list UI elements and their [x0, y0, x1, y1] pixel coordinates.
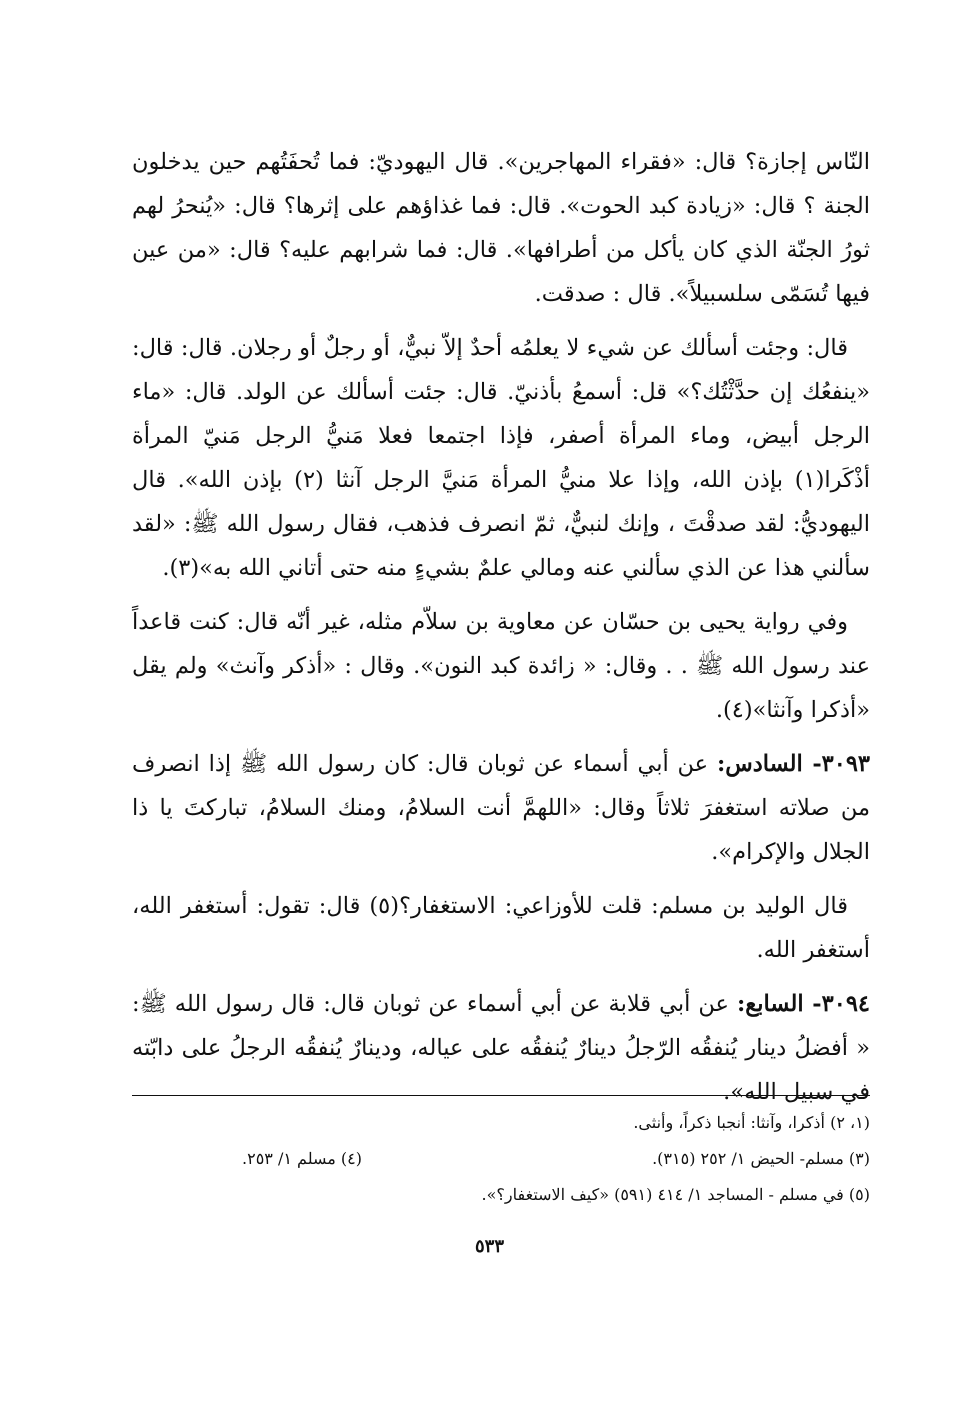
footnote-row-3-4 — [132, 1141, 870, 1177]
paragraph-5: قال الوليد بن مسلم: قلت للأوزاعي: الاستغفار؟(٥) قال: تقول: أستغفر الله، أستغفر الله. — [132, 893, 870, 963]
footnotes — [132, 1105, 870, 1213]
footnote-divider — [132, 1095, 870, 1096]
paragraph-3: وفي رواية يحيى بن حسّان عن معاوية بن سلاّم مثله، غير أنّه قال: كنت قاعداً عند رسول الله ﷺ . . وقال: « زائدة كبد النون». وقال : «أذكر وآنث» ولم يقل «أذكرا وآنثا»(٤). — [132, 609, 870, 723]
footnote-1-2: (١، ٢) أذكرا، وآنثا: أنجبا ذكراً، وأنثى. — [633, 1113, 870, 1132]
hadith-3094-text: عن أبي قلابة عن أبي أسماء عن ثوبان قال: قال رسول الله ﷺ: « أفضلُ دينار يُنفقُه الرّجلُ دينارٌ يُنفقُه على عياله، ودينارٌ يُنفقُه الرجلُ على دابّته في سبيل الله». — [132, 991, 870, 1105]
footnote-3: (٣) مسلم- الحيض ١/ ٢٥٢ (٣١٥). — [652, 1149, 870, 1168]
hadith-number-3093: ٣٠٩٣- السادس: — [716, 751, 870, 777]
paragraph-2: قال: وجئت أسألك عن شيء لا يعلمُه أحدٌ إلاّ نبيٌّ، أو رجلٌ أو رجلان. قال: قال: «ينفعُك إن حدَّثْتُك؟» قل: أسمعُ بأذنيّ. قال: جئت أسألك عن الولد. قال: «ماء الرجل أبيض، وماء المرأة أصفر، فإذا اجتمعا فعلا مَنيُّ الرجل مَنيّ المرأة أذْكَرا(١) بإذن الله، وإذا علا منيُّ المرأة مَنيَّ الرجل آنثا (٢) بإذن الله». قال اليهوديُّ: لقد صدقْتَ ، وإنك لنبيٌّ، ثمّ انصرف فذهب، فقال رسول الله ﷺ: «لقد سألني هذا عن الذي سألني عنه ومالي علمٌ بشيءٍ منه حتى أتاني الله به»(٣). — [132, 335, 871, 581]
footnote-4: (٤) مسلم ١/ ٢٥٣. — [242, 1149, 362, 1168]
page-number: ٥٣٣ — [474, 1236, 504, 1257]
hadith-3093-text: عن أبي أسماء عن ثوبان قال: كان رسول الله ﷺ إذا انصرف من صلاته استغفرَ ثلاثاً وقال: «اللهمَّ أنت السلامُ، ومنك السلامُ، تباركتَ يا ذا الجلال والإكرام». — [132, 751, 870, 865]
hadith-number-3094: ٣٠٩٤- السابع: — [737, 991, 870, 1017]
main-text — [132, 140, 870, 1114]
footnote-5: (٥) في مسلم - المساجد ١/ ٤١٤ (٥٩١) «كيف الاستغفار؟». — [481, 1185, 870, 1204]
hadith-3093 — [132, 742, 870, 874]
paragraph-1: النّاس إجازة؟ قال: «فقراء المهاجرين». قال اليهوديّ: فما تُحفَتُهم حين يدخلون الجنة ؟ قال: «زيادة كبد الحوت». قال: فما غذاؤهم على إثرها؟ قال: «يُنحرُ لهم ثورُ الجنّة الذي كان يأكل من أطرافها». قال: فما شرابهم عليه؟ قال: «من عين فيها تُسَمّى سلسبيلاً». قال : صدقت. — [132, 149, 870, 307]
